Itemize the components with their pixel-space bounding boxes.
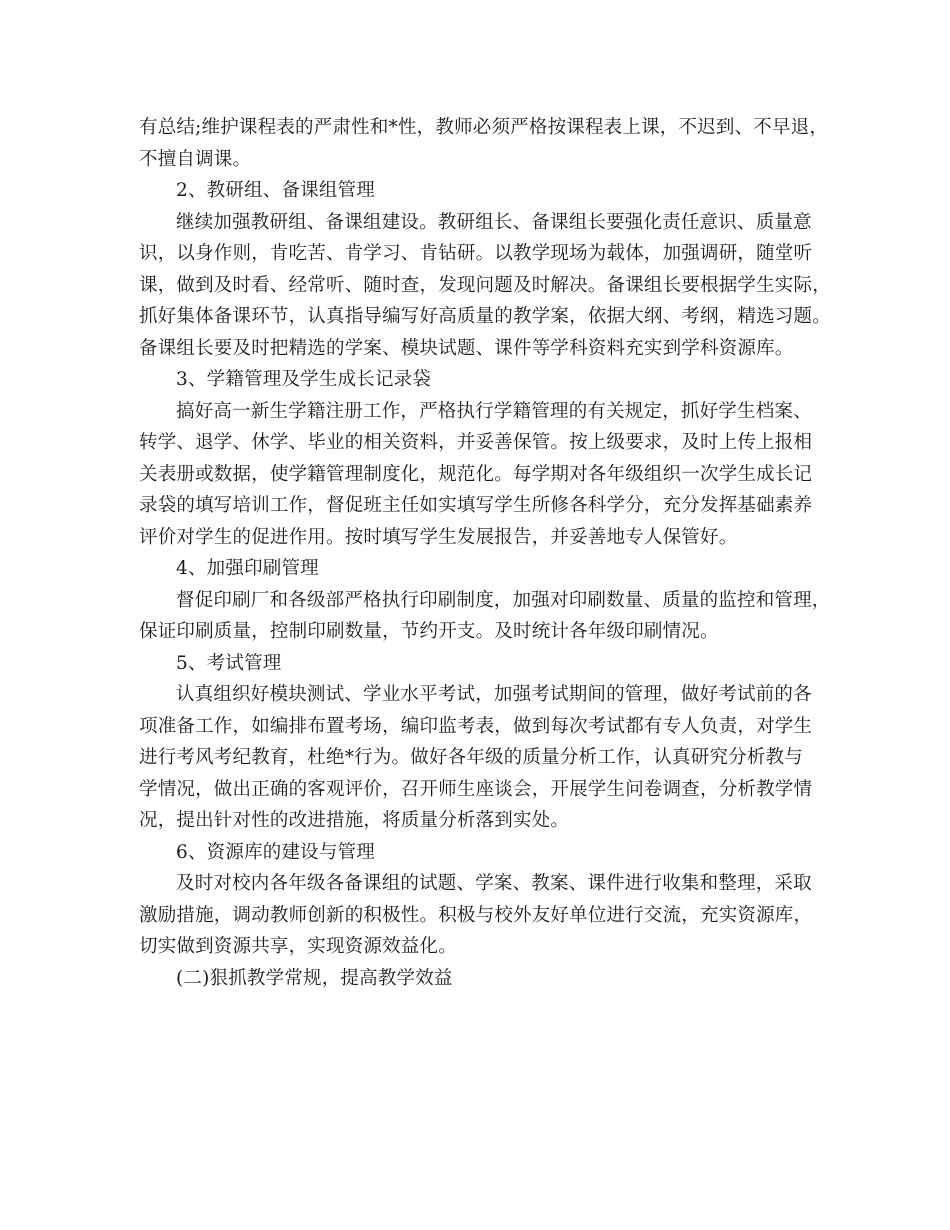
text-line: 关表册或数据，使学籍管理制度化，规范化。每学期对各年级组织一次学生成长记 (139, 463, 813, 485)
text-line: 不擅自调课。 (139, 148, 252, 170)
text-line: 抓好集体备课环节，认真指导编写好高质量的教学案，依据大纲、考纲，精选习题。 (139, 306, 831, 327)
text-line: 保证印刷质量，控制印刷数量，节约开支。及时统计各年级印刷情况。 (139, 621, 719, 642)
section-heading: (二)狠抓教学常规，提高教学效益 (176, 967, 453, 989)
text-line: 备课组长要及时把精选的学案、模块试题、课件等学科资料充实到学科资源库。 (139, 337, 794, 359)
text-line: 进行考风考纪教育，杜绝*行为。做好各年级的质量分析工作，认真研究分析教与 (139, 747, 803, 768)
paragraph-start: 继续加强教研组、备课组建设。教研组长、备课组长要强化责任意识、质量意 (176, 211, 812, 233)
text-line: 项准备工作，如编排布置考场，编印监考表，做到每次考试都有专人负责，对学生 (139, 715, 813, 737)
paragraph-start: 搞好高一新生学籍注册工作，严格执行学籍管理的有关规定，抓好学生档案、 (176, 400, 812, 422)
text-line: 激励措施，调动教师创新的积极性。积极与校外友好单位进行交流，充实资源库， (139, 904, 813, 926)
section-heading: 6、资源库的建设与管理 (176, 841, 375, 863)
text-line: 切实做到资源共享，实现资源效益化。 (139, 936, 457, 957)
text-line: 有总结;维护课程表的严肃性和*性，教师必须严格按课程表上课，不迟到、不早退， (139, 117, 829, 138)
text-line: 学情况，做出正确的客观评价，召开师生座谈会，开展学生问卷调查，分析教学情 (139, 778, 813, 800)
text-line: 况，提出针对性的改进措施，将质量分析落到实处。 (139, 810, 570, 831)
paragraph-start: 认真组织好模块测试、学业水平考试，加强考试期间的管理，做好考试前的各 (176, 684, 812, 705)
paragraph-start: 及时对校内各年级各备课组的试题、学案、教案、课件进行收集和整理，采取 (176, 873, 812, 894)
section-heading: 3、学籍管理及学生成长记录袋 (176, 369, 432, 390)
section-heading: 2、教研组、备课组管理 (176, 180, 375, 201)
section-heading: 4、加强印刷管理 (176, 558, 319, 579)
paragraph-start: 督促印刷厂和各级部严格执行印刷制度，加强对印刷数量、质量的监控和管理， (176, 589, 831, 611)
text-line: 录袋的填写培训工作，督促班主任如实填写学生所修各科学分，充分发挥基础素养 (139, 495, 813, 516)
text-line: 课，做到及时看、经常听、随时查，发现问题及时解决。备课组长要根据学生实际， (139, 274, 831, 296)
text-line: 识，以身作则，肯吃苦、肯学习、肯钻研。以教学现场为载体，加强调研，随堂听 (139, 243, 813, 264)
text-line: 评价对学生的促进作用。按时填写学生发展报告，并妥善地专人保管好。 (139, 526, 738, 548)
document-page (139, 112, 833, 994)
text-line: 转学、退学、休学、毕业的相关资料，并妥善保管。按上级要求，及时上传上报相 (139, 432, 813, 453)
section-heading: 5、考试管理 (176, 652, 282, 674)
